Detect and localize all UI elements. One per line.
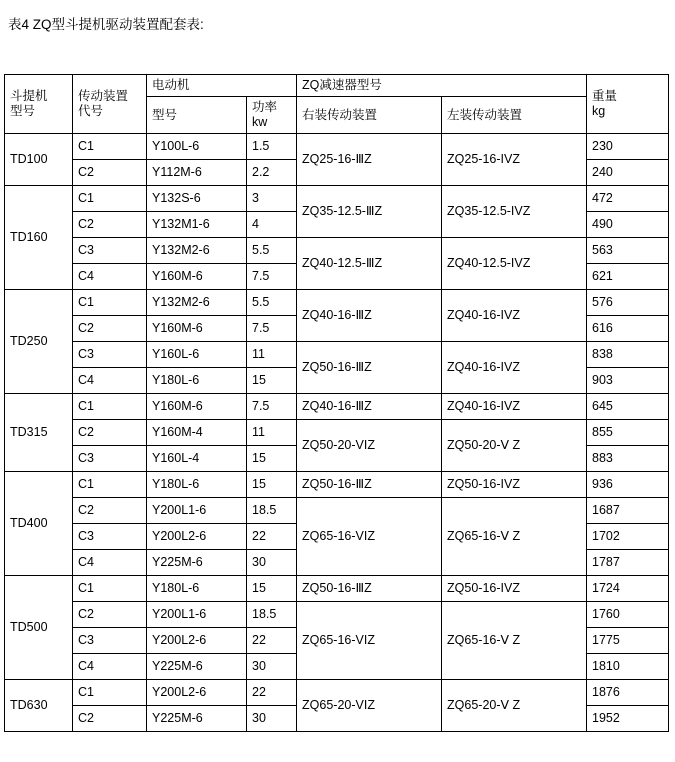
cell-motor-type: Y160L-6 (147, 342, 247, 368)
cell-drive-code: C1 (73, 134, 147, 160)
cell-drive-code: C2 (73, 160, 147, 186)
cell-drive-code: C2 (73, 498, 147, 524)
table-header (5, 75, 669, 134)
cell-motor-power: 11 (247, 420, 297, 446)
cell-motor-power: 7.5 (247, 264, 297, 290)
cell-motor-power: 11 (247, 342, 297, 368)
header-bucket-model-line1: 斗提机 (10, 89, 48, 103)
table-row (5, 394, 669, 420)
header-right-drive: 右装传动装置 (297, 97, 442, 134)
header-motor-power-unit: kw (252, 115, 268, 129)
cell-right-drive-reducer: ZQ50-16-ⅢZ (297, 342, 442, 394)
cell-motor-type: Y180L-6 (147, 368, 247, 394)
cell-drive-code: C1 (73, 290, 147, 316)
cell-motor-power: 22 (247, 680, 297, 706)
cell-bucket-model: TD160 (5, 186, 73, 290)
cell-motor-type: Y200L1-6 (147, 602, 247, 628)
cell-bucket-model: TD100 (5, 134, 73, 186)
table-row (5, 342, 669, 368)
table-row (5, 498, 669, 524)
table-row (5, 134, 669, 160)
cell-drive-code: C2 (73, 420, 147, 446)
cell-motor-type: Y225M-6 (147, 550, 247, 576)
table-row (5, 238, 669, 264)
cell-drive-code: C1 (73, 186, 147, 212)
cell-left-drive-reducer: ZQ50-16-IVZ (442, 576, 587, 602)
cell-motor-power: 15 (247, 446, 297, 472)
cell-motor-power: 2.2 (247, 160, 297, 186)
table-row (5, 680, 669, 706)
cell-motor-power: 7.5 (247, 394, 297, 420)
cell-weight: 855 (587, 420, 669, 446)
cell-drive-code: C3 (73, 628, 147, 654)
cell-motor-type: Y200L2-6 (147, 524, 247, 550)
table-body (5, 134, 669, 732)
cell-right-drive-reducer: ZQ40-16-ⅢZ (297, 394, 442, 420)
cell-left-drive-reducer: ZQ40-16-IVZ (442, 290, 587, 342)
cell-left-drive-reducer: ZQ65-20-Ⅴ Z (442, 680, 587, 732)
cell-weight: 621 (587, 264, 669, 290)
cell-weight: 1876 (587, 680, 669, 706)
drive-unit-spec-table (4, 74, 669, 732)
cell-drive-code: C4 (73, 550, 147, 576)
cell-weight: 616 (587, 316, 669, 342)
cell-right-drive-reducer: ZQ65-16-VIZ (297, 602, 442, 680)
table-row (5, 420, 669, 446)
header-weight-unit: kg (592, 104, 606, 118)
table-caption: 表4 ZQ型斗提机驱动装置配套表: (8, 17, 204, 32)
cell-motor-power: 30 (247, 550, 297, 576)
header-bucket-model-line2: 型号 (10, 104, 36, 118)
cell-motor-type: Y160L-4 (147, 446, 247, 472)
cell-weight: 936 (587, 472, 669, 498)
cell-motor-type: Y200L2-6 (147, 680, 247, 706)
header-weight (587, 75, 669, 134)
cell-motor-type: Y160M-4 (147, 420, 247, 446)
cell-drive-code: C3 (73, 524, 147, 550)
cell-motor-type: Y132M2-6 (147, 238, 247, 264)
table-row (5, 576, 669, 602)
cell-right-drive-reducer: ZQ35-12.5-ⅢZ (297, 186, 442, 238)
cell-drive-code: C1 (73, 394, 147, 420)
cell-right-drive-reducer: ZQ40-12.5-ⅢZ (297, 238, 442, 290)
cell-weight: 903 (587, 368, 669, 394)
cell-motor-power: 15 (247, 368, 297, 394)
cell-motor-type: Y100L-6 (147, 134, 247, 160)
cell-left-drive-reducer: ZQ50-16-IVZ (442, 472, 587, 498)
header-motor-power (247, 97, 297, 134)
cell-left-drive-reducer: ZQ35-12.5-IVZ (442, 186, 587, 238)
cell-left-drive-reducer: ZQ50-20-Ⅴ Z (442, 420, 587, 472)
cell-weight: 576 (587, 290, 669, 316)
cell-drive-code: C3 (73, 342, 147, 368)
cell-left-drive-reducer: ZQ25-16-IVZ (442, 134, 587, 186)
cell-bucket-model: TD250 (5, 290, 73, 394)
cell-weight: 883 (587, 446, 669, 472)
cell-motor-power: 22 (247, 524, 297, 550)
cell-weight: 1952 (587, 706, 669, 732)
cell-motor-power: 22 (247, 628, 297, 654)
table-row (5, 290, 669, 316)
cell-bucket-model: TD630 (5, 680, 73, 732)
cell-motor-power: 1.5 (247, 134, 297, 160)
cell-motor-power: 18.5 (247, 602, 297, 628)
cell-motor-power: 30 (247, 706, 297, 732)
cell-drive-code: C2 (73, 602, 147, 628)
cell-bucket-model: TD400 (5, 472, 73, 576)
cell-motor-type: Y132M1-6 (147, 212, 247, 238)
cell-motor-power: 15 (247, 472, 297, 498)
cell-weight: 1810 (587, 654, 669, 680)
cell-motor-power: 4 (247, 212, 297, 238)
cell-weight: 472 (587, 186, 669, 212)
cell-motor-power: 5.5 (247, 238, 297, 264)
cell-right-drive-reducer: ZQ65-20-VIZ (297, 680, 442, 732)
cell-weight: 1775 (587, 628, 669, 654)
cell-motor-type: Y200L2-6 (147, 628, 247, 654)
header-left-drive: 左装传动装置 (442, 97, 587, 134)
cell-weight: 1760 (587, 602, 669, 628)
header-drive-code-line2: 代号 (78, 104, 104, 118)
cell-left-drive-reducer: ZQ40-12.5-IVZ (442, 238, 587, 290)
cell-motor-power: 15 (247, 576, 297, 602)
header-drive-code-line1: 传动装置 (78, 89, 129, 103)
cell-right-drive-reducer: ZQ65-16-VIZ (297, 498, 442, 576)
header-motor-type: 型号 (147, 97, 247, 134)
cell-motor-type: Y225M-6 (147, 706, 247, 732)
header-reducer-group: ZQ减速器型号 (297, 75, 587, 97)
cell-right-drive-reducer: ZQ40-16-ⅢZ (297, 290, 442, 342)
cell-drive-code: C1 (73, 472, 147, 498)
header-drive-code (73, 75, 147, 134)
cell-left-drive-reducer: ZQ40-16-IVZ (442, 342, 587, 394)
cell-drive-code: C3 (73, 446, 147, 472)
cell-drive-code: C1 (73, 680, 147, 706)
cell-motor-power: 3 (247, 186, 297, 212)
table-row (5, 186, 669, 212)
cell-motor-type: Y160M-6 (147, 264, 247, 290)
cell-drive-code: C4 (73, 654, 147, 680)
header-bucket-model (5, 75, 73, 134)
cell-drive-code: C2 (73, 316, 147, 342)
cell-motor-type: Y132S-6 (147, 186, 247, 212)
cell-weight: 1702 (587, 524, 669, 550)
cell-weight: 645 (587, 394, 669, 420)
cell-drive-code: C3 (73, 238, 147, 264)
cell-motor-power: 7.5 (247, 316, 297, 342)
cell-motor-type: Y160M-6 (147, 316, 247, 342)
cell-right-drive-reducer: ZQ50-16-ⅢZ (297, 576, 442, 602)
cell-weight: 230 (587, 134, 669, 160)
cell-drive-code: C4 (73, 368, 147, 394)
table-row (5, 602, 669, 628)
cell-weight: 1687 (587, 498, 669, 524)
cell-weight: 490 (587, 212, 669, 238)
cell-weight: 1787 (587, 550, 669, 576)
cell-left-drive-reducer: ZQ65-16-Ⅴ Z (442, 602, 587, 680)
cell-motor-type: Y200L1-6 (147, 498, 247, 524)
cell-weight: 240 (587, 160, 669, 186)
cell-motor-type: Y225M-6 (147, 654, 247, 680)
cell-motor-power: 18.5 (247, 498, 297, 524)
cell-weight: 838 (587, 342, 669, 368)
cell-drive-code: C2 (73, 212, 147, 238)
cell-motor-type: Y160M-6 (147, 394, 247, 420)
cell-motor-type: Y180L-6 (147, 576, 247, 602)
header-weight-line1: 重量 (592, 89, 618, 103)
cell-weight: 563 (587, 238, 669, 264)
table-row (5, 472, 669, 498)
cell-left-drive-reducer: ZQ40-16-IVZ (442, 394, 587, 420)
header-motor-power-line1: 功率 (252, 100, 278, 114)
cell-motor-type: Y132M2-6 (147, 290, 247, 316)
cell-weight: 1724 (587, 576, 669, 602)
header-motor-group: 电动机 (147, 75, 297, 97)
cell-motor-power: 30 (247, 654, 297, 680)
cell-drive-code: C1 (73, 576, 147, 602)
cell-motor-power: 5.5 (247, 290, 297, 316)
cell-motor-type: Y112M-6 (147, 160, 247, 186)
cell-bucket-model: TD500 (5, 576, 73, 680)
cell-right-drive-reducer: ZQ50-16-ⅢZ (297, 472, 442, 498)
cell-right-drive-reducer: ZQ25-16-ⅢZ (297, 134, 442, 186)
cell-right-drive-reducer: ZQ50-20-VIZ (297, 420, 442, 472)
header-row-1 (5, 75, 669, 97)
cell-drive-code: C4 (73, 264, 147, 290)
cell-drive-code: C2 (73, 706, 147, 732)
cell-motor-type: Y180L-6 (147, 472, 247, 498)
cell-left-drive-reducer: ZQ65-16-Ⅴ Z (442, 498, 587, 576)
cell-bucket-model: TD315 (5, 394, 73, 472)
